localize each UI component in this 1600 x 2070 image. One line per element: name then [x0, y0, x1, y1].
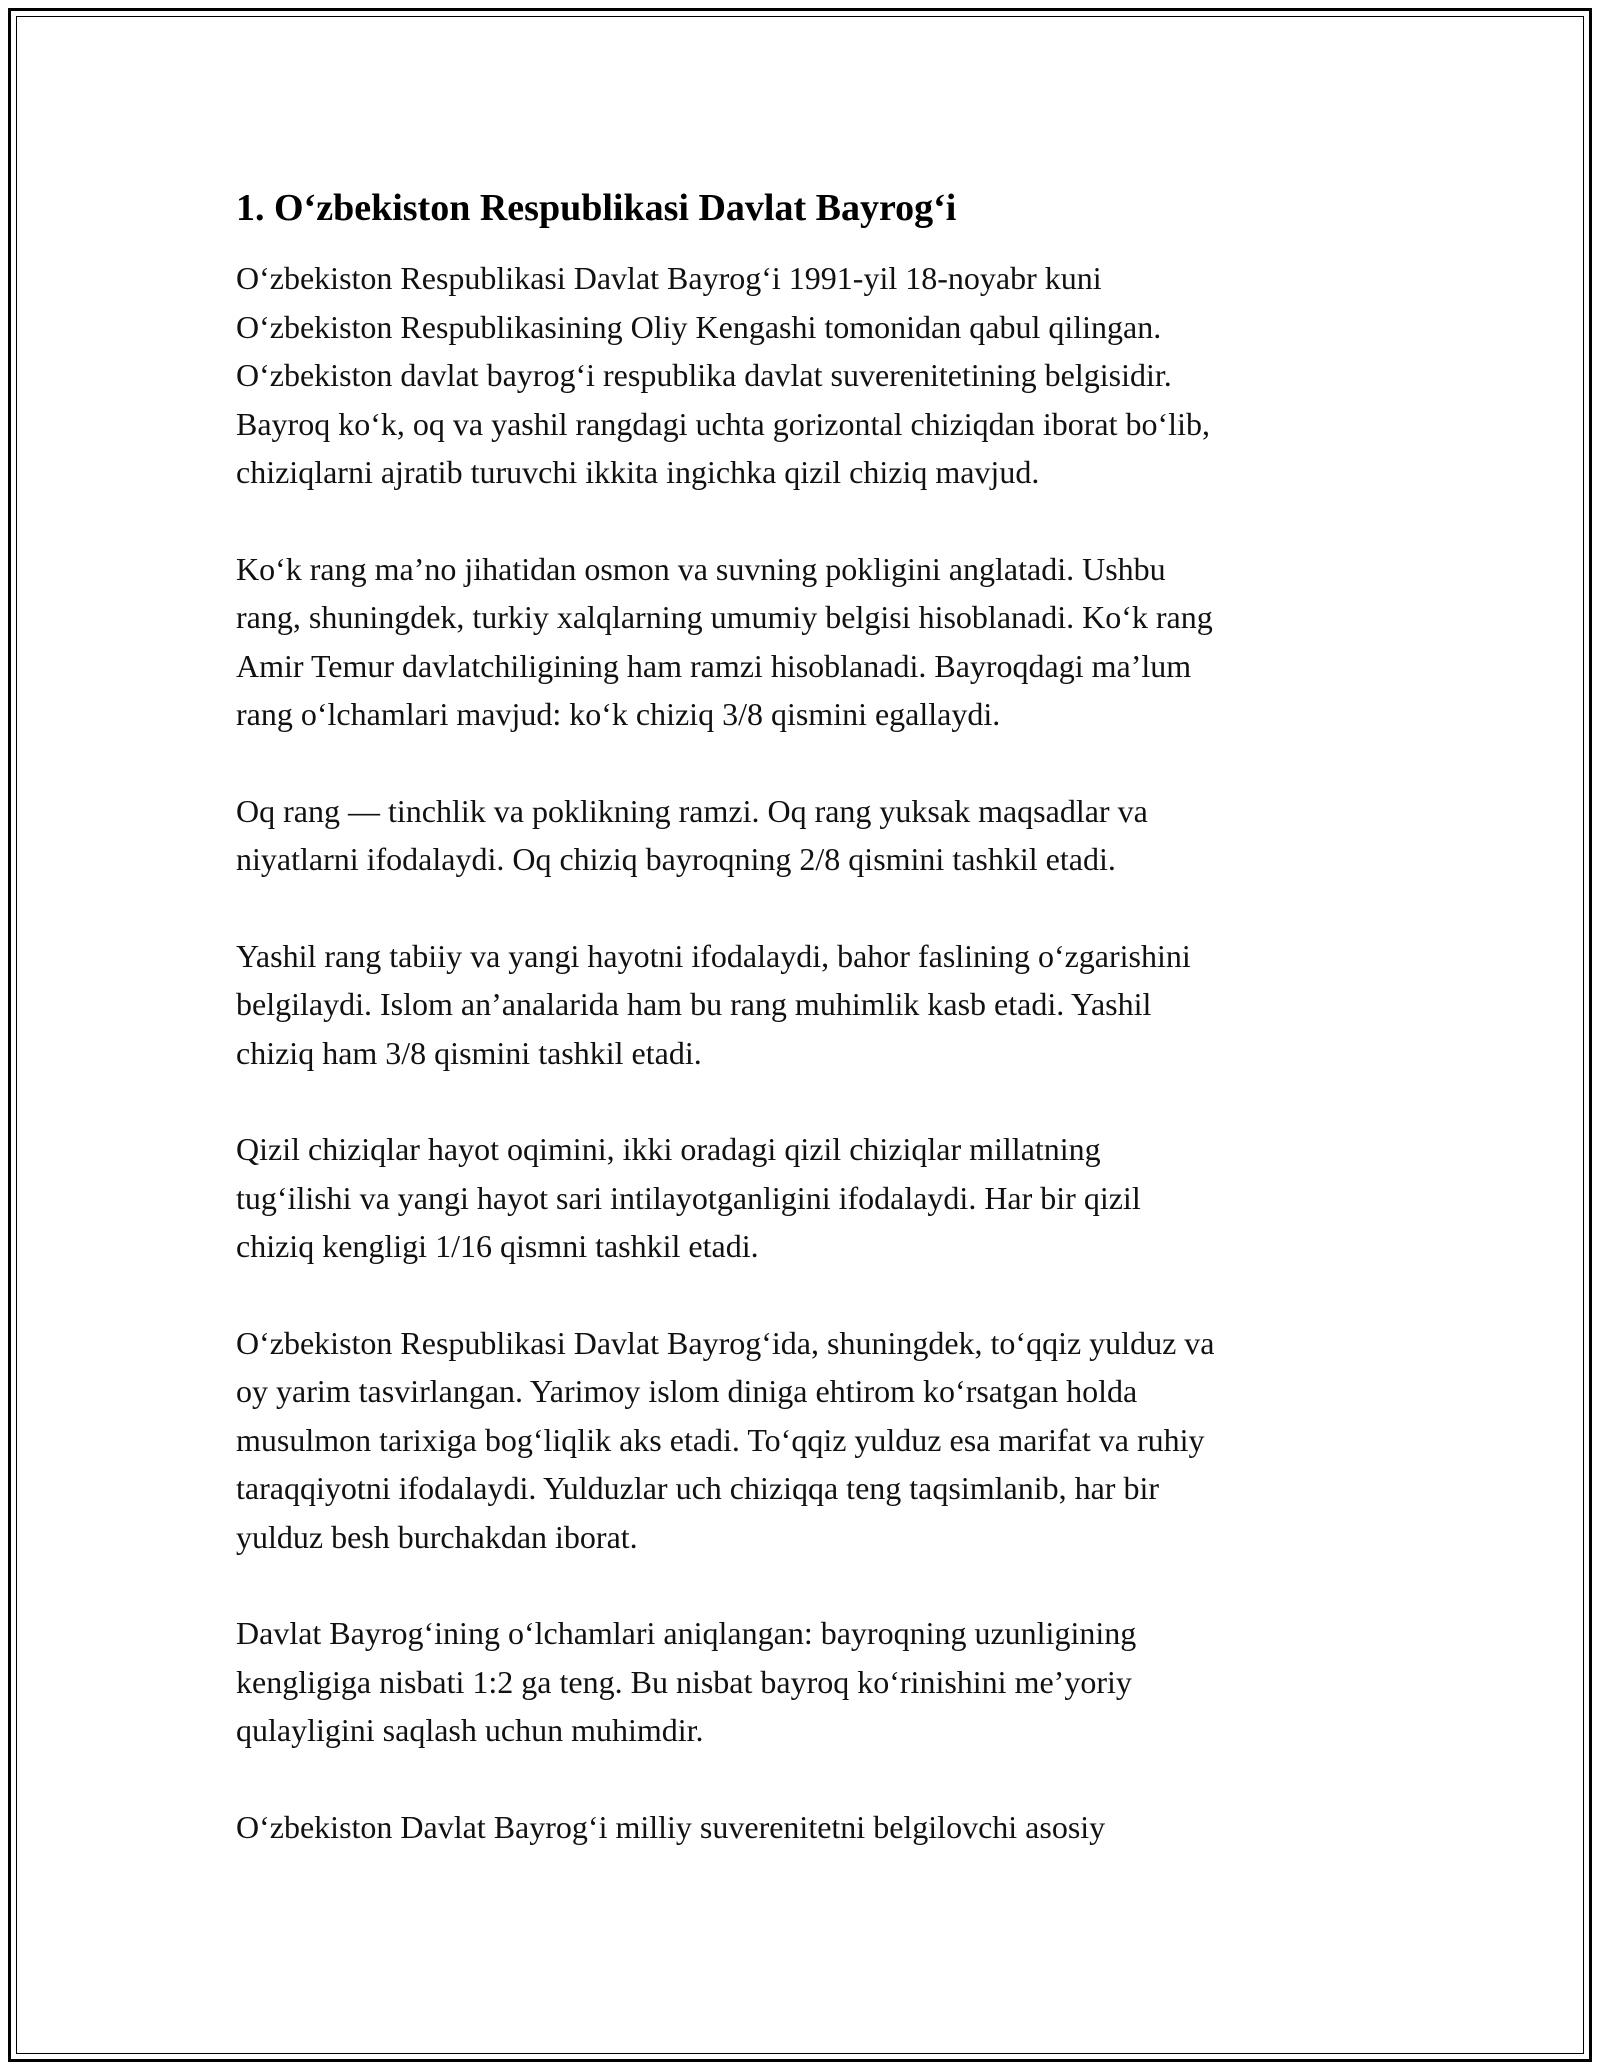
paragraph-line: O‘zbekiston davlat bayrog‘i respublika davlat suverenitetining belgisidir.	[236, 357, 1172, 393]
paragraph-sovereignty	[236, 1803, 1376, 1852]
paragraph-line: chiziq ham 3/8 qismini tashkil etadi.	[236, 1034, 702, 1071]
paragraph-line: Davlat Bayrog‘ining o‘lchamlari aniqlangan: bayroqning uzunligining	[236, 1615, 1137, 1651]
paragraph-line: Yashil rang tabiiy va yangi hayotni ifodalaydi, bahor faslining o‘zgarishini	[236, 937, 1191, 974]
paragraph-line: tug‘ilishi va yangi hayot sari intilayotganligini ifodalaydi. Har bir qizil	[236, 1179, 1141, 1216]
paragraph-proportions	[236, 1609, 1376, 1755]
paragraph-line: kengligiga nisbati 1:2 ga teng. Bu nisbat bayroq ko‘rinishini me’yoriy	[236, 1663, 1132, 1700]
paragraph-line: chiziqlarni ajratib turuvchi ikkita ingichka qizil chiziq mavjud.	[236, 454, 1040, 490]
paragraph-line: O‘zbekiston Respublikasi Davlat Bayrog‘ida, shuningdek, to‘qqiz yulduz va	[236, 1324, 1215, 1361]
paragraph-line: O‘zbekiston Respublikasi Davlat Bayrog‘i 1991-yil 18-noyabr kuni	[236, 260, 1102, 296]
paragraph-green-color	[236, 932, 1376, 1078]
paragraph-blue-color	[236, 545, 1376, 739]
paragraph-line: belgilaydi. Islom an’analarida ham bu rang muhimlik kasb etadi. Yashil	[236, 986, 1152, 1022]
paragraph-line: O‘zbekiston Davlat Bayrog‘i milliy suverenitetni belgilovchi asosiy	[236, 1808, 1106, 1845]
paragraph-flag-adoption	[236, 254, 1376, 497]
paragraph-line: musulmon tarixiga bog‘liqlik aks etadi. To‘qqiz yulduz esa marifat va ruhiy	[236, 1421, 1205, 1458]
paragraph-line: Ko‘k rang ma’no jihatidan osmon va suvning pokligini anglatadi. Ushbu	[236, 550, 1166, 587]
paragraph-line: oy yarim tasvirlangan. Yarimoy islom diniga ehtirom ko‘rsatgan holda	[236, 1373, 1138, 1409]
paragraph-line: Oq rang — tinchlik va poklikning ramzi. Oq rang yuksak maqsadlar va	[236, 792, 1148, 829]
paragraph-line: yulduz besh burchakdan iborat.	[236, 1518, 638, 1555]
paragraph-line: O‘zbekiston Respublikasining Oliy Kengashi tomonidan qabul qilingan.	[236, 308, 1162, 345]
document-heading: 1. O‘zbekiston Respublikasi Davlat Bayrog‘i	[236, 187, 957, 229]
paragraph-line: Bayroq ko‘k, oq va yashil rangdagi uchta gorizontal chiziqdan iborat bo‘lib,	[236, 405, 1210, 442]
paragraph-line: taraqqiyotni ifodalaydi. Yulduzlar uch chiziqqa teng taqsimlanib, har bir	[236, 1470, 1159, 1506]
document-content	[236, 182, 1376, 1899]
paragraph-line: niyatlarni ifodalaydi. Oq chiziq bayroqning 2/8 qismini tashkil etadi.	[236, 841, 1116, 877]
paragraph-line: chiziq kengligi 1/16 qismni tashkil etadi.	[236, 1228, 759, 1264]
paragraph-stars-crescent	[236, 1319, 1376, 1562]
paragraph-line: qulayligini saqlash uchun muhimdir.	[236, 1712, 704, 1748]
paragraph-line: Amir Temur davlatchiligining ham ramzi hisoblanadi. Bayroqdagi ma’lum	[236, 647, 1192, 684]
paragraph-white-color	[236, 787, 1376, 884]
paragraph-line: rang o‘lchamlari mavjud: ko‘k chiziq 3/8 qismini egallaydi.	[236, 696, 1001, 732]
paragraph-line: rang, shuningdek, turkiy xalqlarning umumiy belgisi hisoblanadi. Ko‘k rang	[236, 599, 1213, 635]
paragraph-red-stripes	[236, 1125, 1376, 1271]
paragraph-line: Qizil chiziqlar hayot oqimini, ikki oradagi qizil chiziqlar millatning	[236, 1131, 1101, 1167]
